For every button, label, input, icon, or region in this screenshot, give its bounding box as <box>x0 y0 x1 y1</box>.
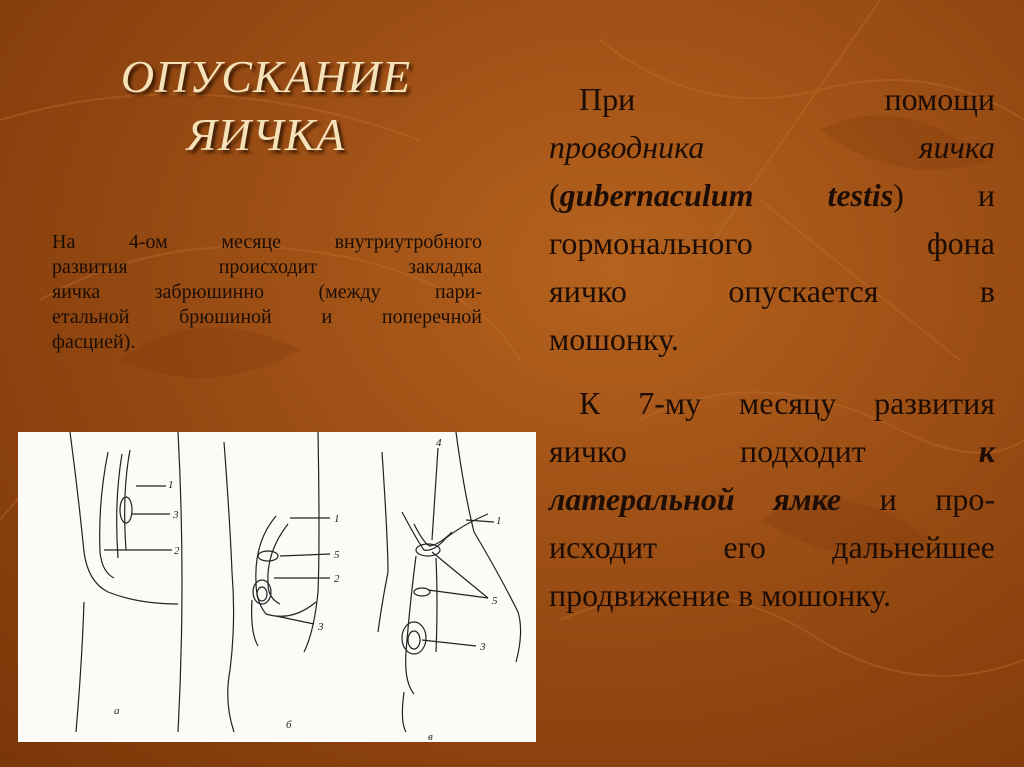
intro-line: На 4-ом месяце внутриутробного <box>52 231 482 253</box>
text-line: При помощи <box>579 81 995 117</box>
label-a-1: 1 <box>168 479 174 491</box>
text-line: исходит его дальнейшее <box>549 529 995 565</box>
intro-line: фасцией). <box>52 331 136 353</box>
label-b-5: 5 <box>334 549 340 561</box>
paragraph-guide <box>549 75 995 363</box>
label-c-3: 3 <box>480 641 486 653</box>
text-line: продвижение в мошонку. <box>549 577 892 613</box>
text-line: гормонального фона <box>549 225 995 261</box>
label-c-1: 1 <box>496 515 502 527</box>
term-tail: ) и <box>893 177 996 213</box>
intro-line: яичка забрюшинно (между пари- <box>52 281 482 303</box>
testis-descent-diagram <box>18 432 536 742</box>
paragraph-month7 <box>549 379 995 619</box>
caption-b: б <box>286 719 292 731</box>
text-line-with-term <box>549 171 995 219</box>
emphasis-lateral-fossa: латеральной ямке <box>549 481 842 517</box>
title-line-2: ЯИЧКА <box>186 109 346 160</box>
caption-c: в <box>428 731 433 742</box>
emphasis-k: к <box>978 433 995 469</box>
main-text <box>549 75 995 619</box>
text-part: яичко подходит <box>549 433 979 469</box>
text-part: и про- <box>841 481 996 517</box>
caption-a: а <box>114 705 120 717</box>
text-line-with-emphasis <box>549 427 995 475</box>
label-c-5: 5 <box>492 595 498 607</box>
label-b-1: 1 <box>334 513 340 525</box>
text-line: К 7-му месяцу развития <box>579 385 995 421</box>
label-a-2: 2 <box>174 545 180 557</box>
title-line-1: ОПУСКАНИЕ <box>120 51 412 102</box>
text-line: яичко опускается в <box>549 273 995 309</box>
intro-line: етальной брюшиной и поперечной <box>52 306 482 328</box>
label-b-2: 2 <box>334 573 340 585</box>
diagram-drawing <box>18 432 536 742</box>
label-c-4: 4 <box>436 437 442 449</box>
paren-open: ( <box>549 177 560 213</box>
intro-line: развития происходит закладка <box>52 256 482 278</box>
text-line: мошонку. <box>549 321 679 357</box>
label-b-3: 3 <box>318 621 324 633</box>
intro-paragraph <box>52 230 482 355</box>
label-a-3: 3 <box>173 509 179 521</box>
text-line-with-emphasis <box>549 475 995 523</box>
latin-term: gubernaculum testis <box>559 177 894 213</box>
slide-title <box>96 48 436 164</box>
text-line: проводника яичка <box>549 129 995 165</box>
